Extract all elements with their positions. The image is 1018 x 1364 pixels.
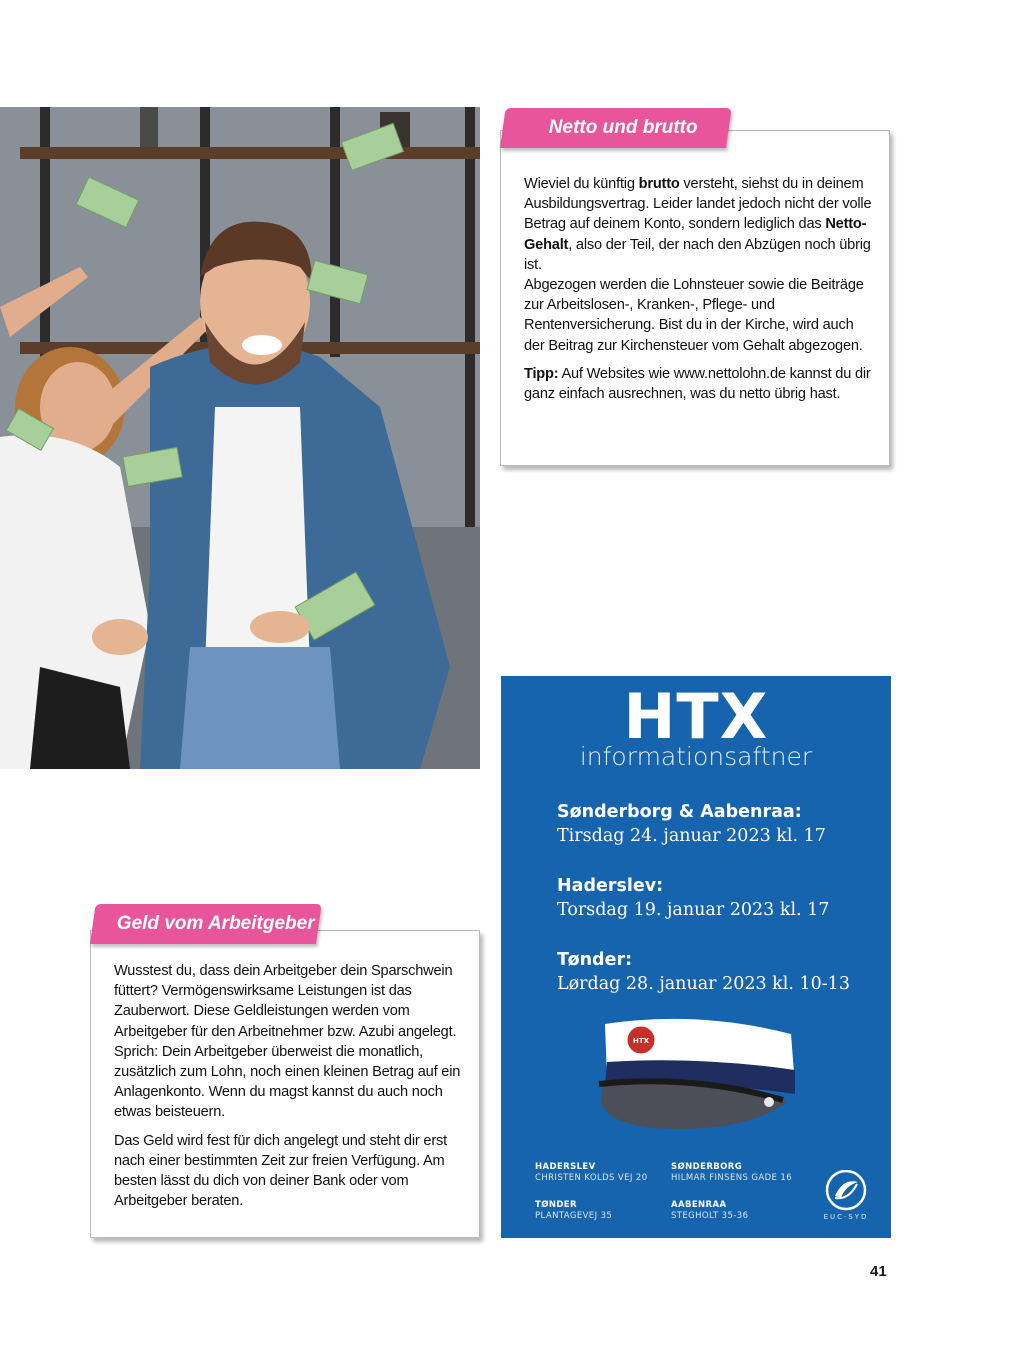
netto-paragraph-1 [524, 174, 874, 275]
event-haderslev [557, 874, 877, 922]
address-street: HILMAR FINSENS GADE 16 [671, 1173, 793, 1183]
geld-arbeitgeber-heading [90, 904, 322, 944]
tip-text: Auf Websites wie www.nettolohn.de kannst du dir ganz einfach ausrechnen, was du netto übrig hast. [524, 365, 871, 403]
ad-title: HTX [623, 680, 769, 753]
bold-brutto: brutto [638, 176, 680, 192]
event-sonderborg-aabenraa [557, 800, 877, 848]
cap-badge-label: HTX [632, 1037, 650, 1045]
bold-netto-gehalt: Netto-Gehalt [524, 216, 867, 253]
event-date: Tirsdag 24. januar 2023 kl. 17 [557, 826, 826, 846]
logo-text: EUC·SYD [823, 1213, 869, 1221]
geld-paragraph-1: Wusstest du, dass dein Arbeitgeber dein Sparschwein füttert? Vermögenswirksame Leistungen ist das Zauberwort. Diese Geldleistungen werden vom Arbeitgeber für den Arbeitnehmer bzw. Azubi angelegt. Sprich: Dein Arbeitgeber überweist die monatlich, zusätzlich zum Lohn, noch einen kleinen Betrag auf ein Anlagenkonto. Wenn du magst kannst du auch noch etwas beisteuern. [114, 963, 461, 1121]
hero-photo [0, 107, 480, 769]
tip-label: Tipp: [524, 365, 559, 382]
address-haderslev [535, 1162, 648, 1184]
address-city: HADERSLEV [535, 1162, 596, 1172]
event-date: Lørdag 28. januar 2023 kl. 10-13 [557, 974, 850, 994]
netto-brutto-box [500, 130, 890, 466]
heading-label: Geld vom Arbeitgeber [116, 913, 315, 934]
student-cap-icon [593, 1016, 803, 1134]
netto-brutto-text [524, 174, 874, 412]
geld-arbeitgeber-box [90, 930, 480, 1238]
event-place: Tønder: [557, 950, 633, 970]
address-city: SØNDERBORG [671, 1162, 743, 1172]
address-sonderborg [671, 1162, 792, 1184]
event-date: Torsdag 19. januar 2023 kl. 17 [557, 900, 830, 920]
heading-label: Netto und brutto [548, 117, 698, 138]
address-city: TØNDER [535, 1200, 577, 1210]
text-run: , also der Teil, der nach den Abzügen noch übrig ist. [524, 236, 871, 273]
netto-brutto-heading [500, 108, 732, 148]
address-aabenraa [671, 1200, 748, 1222]
address-street: CHRISTEN KOLDS VEJ 20 [535, 1173, 648, 1183]
address-city: AABENRAA [671, 1200, 727, 1210]
event-tonder [557, 948, 877, 996]
address-street: STEGHOLT 35-36 [671, 1211, 749, 1221]
address-street: PLANTAGEVEJ 35 [535, 1211, 613, 1221]
ad-subtitle: informationsaftner [579, 742, 813, 771]
htx-advertisement [501, 676, 891, 1238]
text-run: versteht, siehst du in deinem Ausbildungsvertrag. Leider landet jedoch nicht der volle Betrag auf deinem Konto, sondern lediglich das [524, 176, 872, 233]
event-place: Sønderborg & Aabenraa: [557, 802, 802, 822]
event-place: Haderslev: [557, 876, 664, 896]
netto-paragraph-2: Abgezogen werden die Lohnsteuer sowie die Beiträge zur Arbeitslosen-, Kranken-, Pflege- und Rentenversicherung. Bist du in der Kirche, wird auch der Beitrag zur Kirchensteuer vom Gehalt abgezogen. [524, 277, 864, 354]
netto-tip [524, 364, 874, 404]
page-number: 41 [870, 1263, 887, 1280]
address-tonder [535, 1200, 612, 1222]
geld-arbeitgeber-text [114, 961, 464, 1219]
text-run: Wieviel du künftig [524, 176, 639, 192]
geld-paragraph-2: Das Geld wird fest für dich angelegt und steht dir erst nach einer bestimmten Zeit zur freien Verfügung. Am besten lässt du dich von deiner Bank oder vom Arbeitgeber beraten. [114, 1132, 447, 1210]
